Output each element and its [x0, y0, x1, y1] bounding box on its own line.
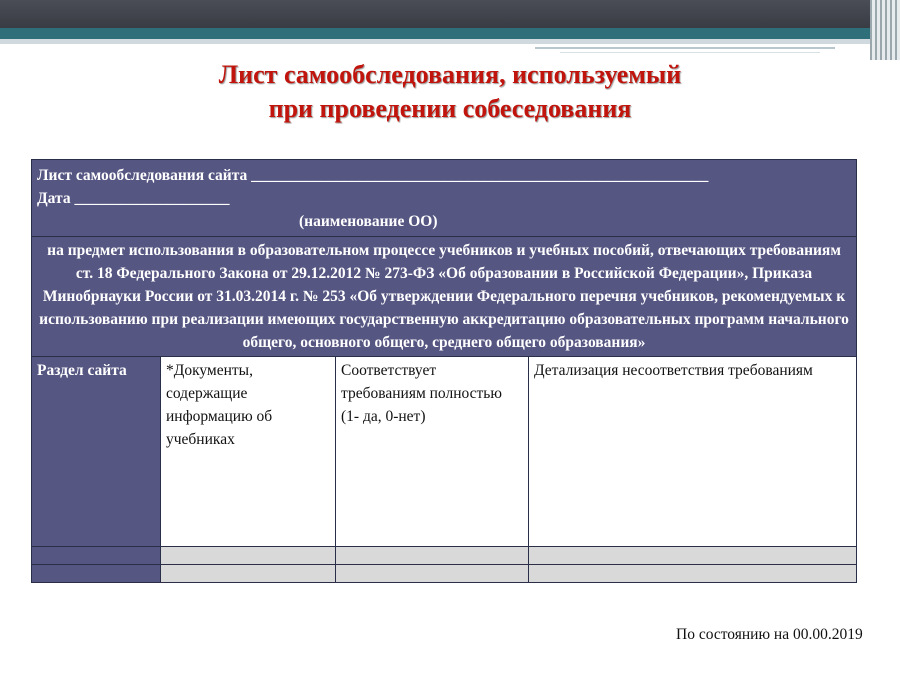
- header-accent-line: [535, 47, 835, 49]
- column-section: Раздел сайта: [32, 357, 161, 547]
- title-line-2: при проведении собеседования: [268, 94, 632, 123]
- header-bar-teal: [0, 28, 900, 39]
- table-cell[interactable]: [161, 547, 336, 565]
- table-cell[interactable]: [529, 565, 857, 583]
- table-row: [32, 565, 857, 583]
- table-cell[interactable]: [32, 565, 161, 583]
- column-details: Детализация несоответствия требованиям: [529, 357, 857, 547]
- column-documents: *Документы, содержащие информацию об учебниках: [161, 357, 336, 547]
- header-bar-dark: [0, 0, 900, 28]
- intro-text: на предмет использования в образовательном процессе учебников и учебных пособий, отвечающих требованиям ст. 18 Федерального Закона от 29.12.2012 № 273-ФЗ «Об образовании в Российской Федерации», Приказа Минобрнауки России от 31.03.2014 г. № 253 «Об утверждении Федерального перечня учебников, рекомендуемых к использованию при реализации имеющих государственную аккредитацию образовательных программ начального общего, основного общего, среднего общего образования»: [32, 237, 857, 357]
- org-note: (наименование ОО): [299, 213, 438, 230]
- header-cell: [32, 160, 857, 237]
- table-cell[interactable]: [32, 547, 161, 565]
- table-cell[interactable]: [336, 547, 529, 565]
- title-line-1: Лист самообследования, используемый: [218, 60, 682, 89]
- header-accent-line-thin: [560, 52, 820, 53]
- intro-row: [32, 237, 857, 357]
- header-bar-light: [0, 39, 900, 44]
- self-check-table: [31, 159, 857, 583]
- column-matches: [336, 357, 529, 547]
- site-line: Лист самообследования сайта ___________________________________________________________: [37, 167, 709, 184]
- table-cell[interactable]: [161, 565, 336, 583]
- page-title: [0, 58, 900, 126]
- column-matches-scale: (1- да, 0-нет): [341, 408, 426, 425]
- table-cell[interactable]: [529, 547, 857, 565]
- table-cell[interactable]: [336, 565, 529, 583]
- corner-stripes: [870, 0, 900, 60]
- date-line: Дата ____________________: [37, 190, 230, 207]
- status-date: По состоянию на 00.00.2019: [676, 626, 863, 643]
- table-row: [32, 547, 857, 565]
- column-header-row: [32, 357, 857, 547]
- header-row: [32, 160, 857, 237]
- column-matches-label: Соответствует требованиям полностью: [341, 362, 502, 402]
